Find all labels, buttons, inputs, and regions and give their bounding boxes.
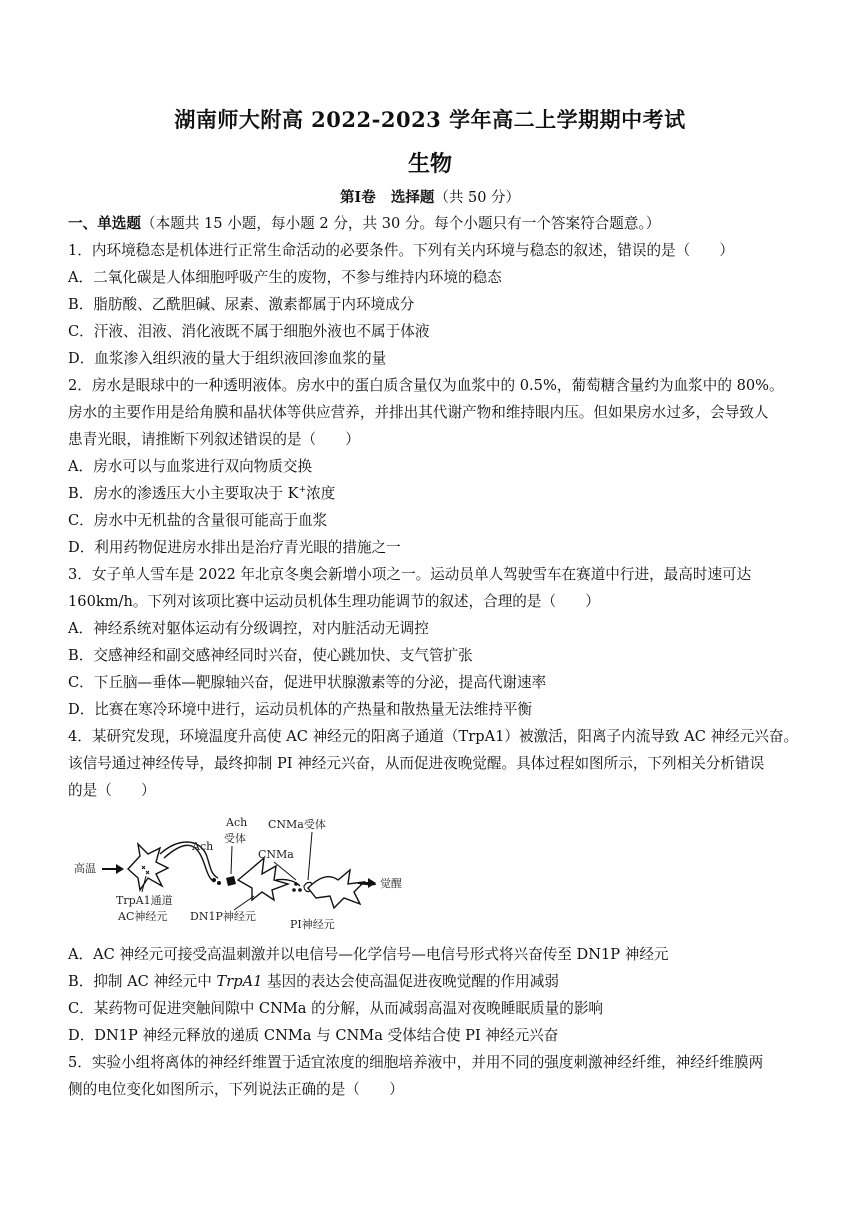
section-title bbox=[0, 186, 860, 207]
label-cnma: CNMa bbox=[258, 848, 294, 861]
ach-vesicle bbox=[212, 878, 216, 882]
q2-option-c: C．房水中无机盐的含量很可能高于血浆 bbox=[68, 512, 328, 529]
q3-stem-line2: 160km/h。下列对该项比赛中运动员机体生理功能调节的叙述，合理的是（ ） bbox=[68, 593, 600, 610]
label-ach-receptor-1: Ach bbox=[226, 816, 248, 829]
q3-option-d: D．比赛在寒冷环境中进行，运动员机体的产热量和散热量无法维持平衡 bbox=[68, 701, 533, 718]
neuron-pathway-diagram bbox=[68, 814, 408, 930]
cnma-vesicle bbox=[292, 888, 296, 892]
q5-stem-line1: 5．实验小组将离体的神经纤维置于适宜浓度的细胞培养液中，并用不同的强度刺激神经纤维，神经纤维膜两 bbox=[68, 1054, 764, 1071]
q3-option-c: C．下丘脑—垂体—靶腺轴兴奋，促进甲状腺激素等的分泌，提高代谢速率 bbox=[68, 674, 547, 691]
output-arrow-icon bbox=[358, 878, 376, 888]
q2-option-b-text: B．房水的渗透压大小主要取决于 K bbox=[68, 485, 299, 502]
pointer-line bbox=[274, 862, 296, 880]
label-ac-neuron: AC神经元 bbox=[118, 910, 168, 923]
section-name: 选择题 bbox=[390, 189, 435, 206]
q2-stem-line3: 患青光眼，请推断下列叙述错误的是（ ） bbox=[68, 431, 360, 448]
q4-option-b-text: B．抑制 AC 神经元中 bbox=[68, 973, 217, 990]
q4-option-c: C．某药物可促进突触间隙中 CNMa 的分解，从而减弱高温对夜晚睡眠质量的影响 bbox=[68, 1000, 604, 1017]
q1-option-d: D．血浆渗入组织液的量大于组织液回渗血浆的量 bbox=[68, 350, 387, 367]
part1-heading-line bbox=[68, 215, 798, 233]
exam-title: 湖南师大附高 2022-2023 学年高二上学期期中考试 bbox=[174, 107, 686, 132]
q1-option-c: C．汗液、泪液、消化液既不属于细胞外液也不属于体液 bbox=[68, 323, 430, 340]
pi-neuron-body bbox=[308, 870, 364, 908]
pointer-line bbox=[308, 832, 312, 880]
q2-stem-line2: 房水的主要作用是给角膜和晶状体等供应营养，并排出其代谢产物和维持眼内压。但如果房水过多，会导致人 bbox=[68, 404, 769, 421]
cnma-vesicle bbox=[294, 882, 298, 886]
q3-stem-line1: 3．女子单人雪车是 2022 年北京冬奥会新增小项之一。运动员单人驾驶雪车在赛道中行进，最高时速可达 bbox=[68, 566, 752, 583]
q3-option-b: B．交感神经和副交感神经同时兴奋，使心跳加快、支气管扩张 bbox=[68, 647, 473, 664]
ach-vesicle bbox=[217, 881, 221, 885]
section-score: （共 50 分） bbox=[434, 190, 521, 206]
label-cnma-receptor: CNMa受体 bbox=[268, 818, 326, 831]
subject-title: 生物 bbox=[407, 151, 452, 177]
input-arrow-icon bbox=[102, 864, 124, 874]
q4-stem-line2: 该信号通过神经传导，最终抑制 PI 神经元兴奋，从而促进夜晚觉醒。具体过程如图所示，下列相关分析错误 bbox=[68, 755, 765, 772]
q2-option-b-superscript: + bbox=[298, 485, 307, 496]
q1-stem: 1．内环境稳态是机体进行正常生命活动的必要条件。下列有关内环境与稳态的叙述，错误的是（ ） bbox=[68, 242, 735, 259]
q4-option-b bbox=[68, 973, 798, 991]
q4-option-b-gene: TrpA1 bbox=[216, 973, 263, 990]
part1-instructions: （本题共 15 小题，每小题 2 分，共 30 分。每个小题只有一个答案符合题意。） bbox=[140, 215, 661, 232]
q4-option-a: A．AC 神经元可接受高温刺激并以电信号—化学信号—电信号形式将兴奋传至 DN1P 神经元 bbox=[68, 946, 669, 963]
q4-stem-line3: 的是（ ） bbox=[68, 782, 156, 799]
label-pi-neuron: PI神经元 bbox=[290, 918, 335, 930]
q2-option-b bbox=[68, 485, 798, 503]
neuron-pathway-figure bbox=[68, 814, 408, 930]
q4-option-d: D．DN1P 神经元释放的递质 CNMa 与 CNMa 受体结合使 PI 神经元兴奋 bbox=[68, 1027, 559, 1044]
label-ach: Ach bbox=[192, 840, 214, 853]
q1-option-b: B．脂肪酸、乙酰胆碱、尿素、激素都属于内环境成分 bbox=[68, 296, 415, 313]
q2-option-a: A．房水可以与血浆进行双向物质交换 bbox=[68, 458, 313, 475]
label-awake: 觉醒 bbox=[380, 877, 402, 890]
ac-neuron-body bbox=[128, 844, 168, 890]
label-trpa1: TrpA1通道 bbox=[116, 894, 173, 907]
label-dn1p-neuron: DN1P神经元 bbox=[190, 910, 256, 923]
q2-option-b-tail: 浓度 bbox=[306, 485, 336, 502]
label-ach-receptor-2: 受体 bbox=[224, 832, 246, 845]
q2-stem-line1: 2．房水是眼球中的一种透明液体。房水中的蛋白质含量仅为血浆中的 0.5%，葡萄糖含量约为血浆中的 80%。 bbox=[68, 377, 784, 394]
q4-option-b-tail: 基因的表达会使高温促进夜晚觉醒的作用减弱 bbox=[262, 973, 559, 990]
cnma-vesicle bbox=[298, 888, 302, 892]
ach-receptor-icon bbox=[226, 876, 236, 886]
part1-heading: 一、单选题 bbox=[68, 215, 141, 232]
pointer-line bbox=[234, 896, 254, 910]
pointer-line bbox=[231, 846, 232, 874]
q3-option-a: A．神经系统对躯体运动有分级调控，对内脏活动无调控 bbox=[68, 620, 429, 637]
section-label: 第Ⅰ卷 bbox=[339, 189, 376, 206]
q2-option-d: D．利用药物促进房水排出是治疗青光眼的措施之一 bbox=[68, 539, 401, 556]
q5-stem-line2: 侧的电位变化如图所示，下列说法正确的是（ ） bbox=[68, 1081, 404, 1098]
q4-stem-line1: 4．某研究发现，环境温度升高使 AC 神经元的阳离子通道（TrpA1）被激活，阳离子内流导致 AC 神经元兴奋。 bbox=[68, 728, 799, 745]
q1-option-a: A．二氧化碳是人体细胞呼吸产生的废物，不参与维持内环境的稳态 bbox=[68, 269, 502, 286]
label-high-temp: 高温 bbox=[74, 862, 96, 875]
